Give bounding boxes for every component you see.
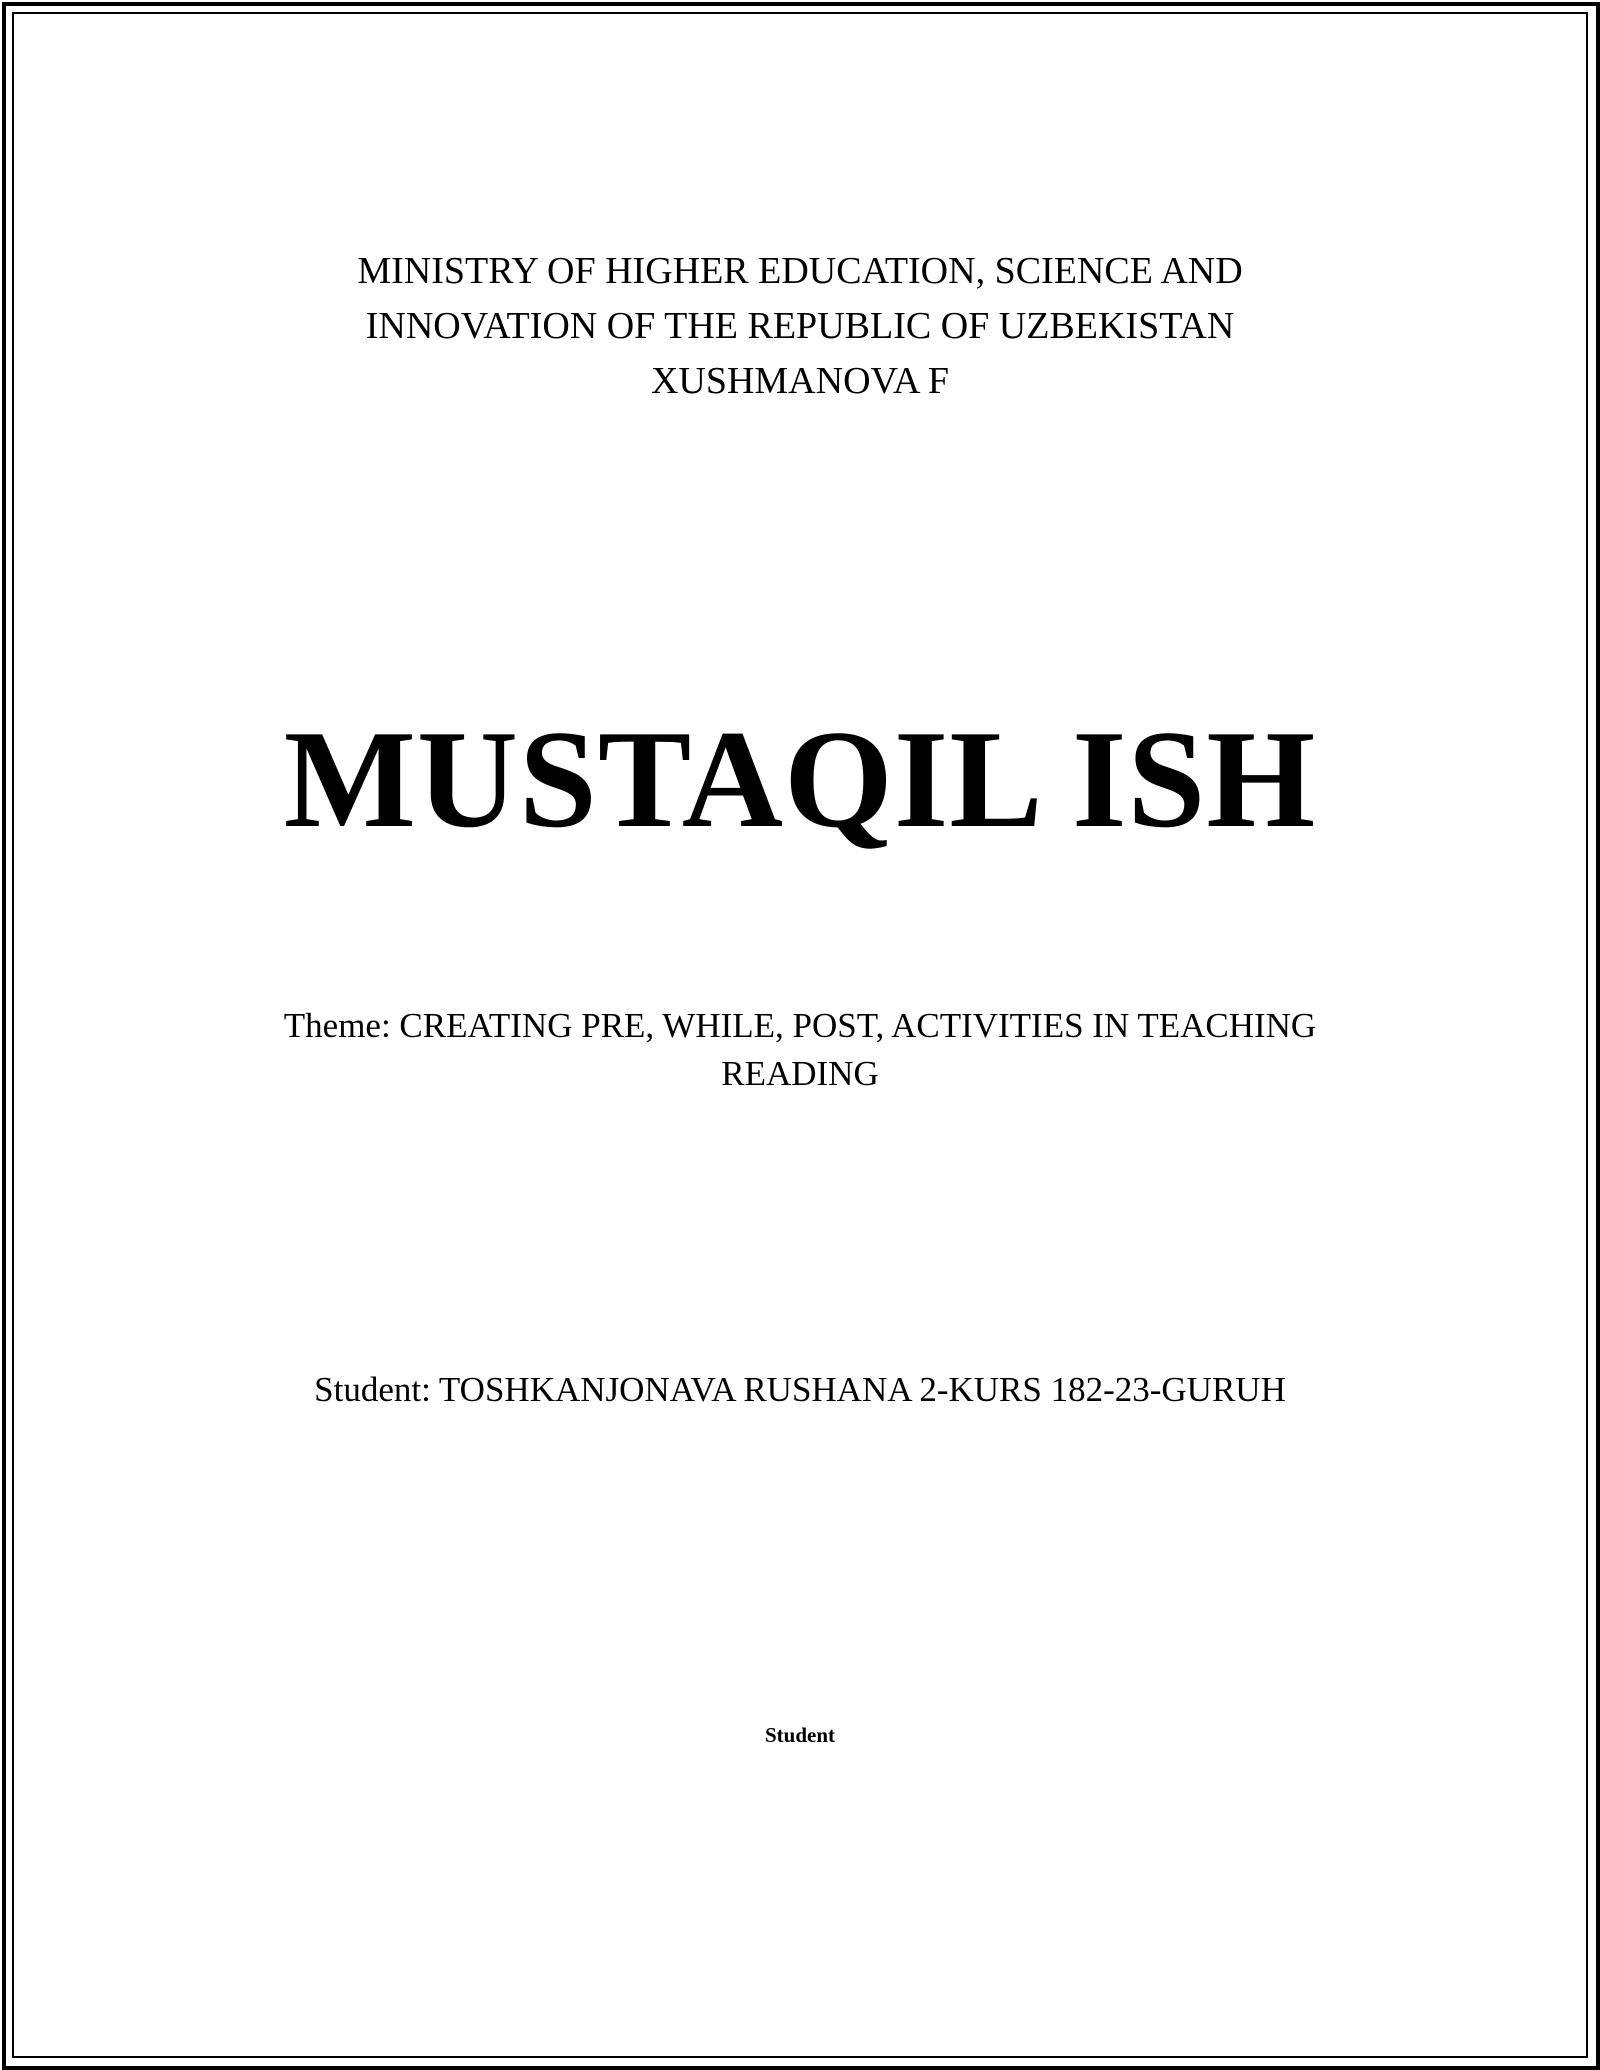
document-title: MUSTAQIL ISH — [283, 702, 1317, 857]
ministry-header-line-1: MINISTRY OF HIGHER EDUCATION, SCIENCE AND — [357, 250, 1243, 292]
ministry-header — [0, 244, 1600, 409]
theme-text: Theme: CREATING PRE, WHILE, POST, ACTIVITIES IN TEACHING READING — [283, 1006, 1317, 1093]
ministry-header-line-2: INNOVATION OF THE REPUBLIC OF UZBEKISTAN — [365, 305, 1235, 347]
student-label: Student — [764, 1723, 836, 1747]
teacher-name: XUSHMANOVA F — [650, 360, 950, 402]
student-info: Student: TOSHKANJONAVA RUSHANA 2-KURS 182-23-GURUH — [314, 1370, 1286, 1409]
